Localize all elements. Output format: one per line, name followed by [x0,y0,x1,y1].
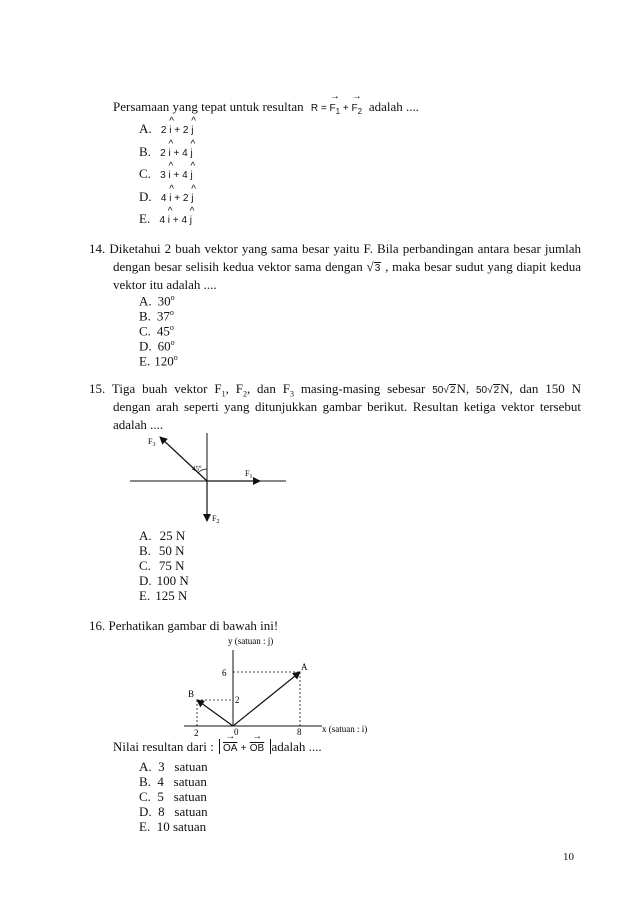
q15-text-b: , F [225,381,243,396]
unit-i: ^ i [169,146,171,161]
q15-option-b[interactable] [139,543,185,558]
x-axis-label: x (satuan : i) [322,724,368,734]
f2-vector [351,101,362,119]
option-text: 75 N [158,558,185,573]
q14-line-3: vektor itu adalah .... [113,277,217,292]
vector-ob [197,700,233,726]
point-a-label: A [301,662,308,672]
i-coefficient: 2 [160,148,166,159]
option-text: 3 satuan [158,759,208,774]
q14-option-e[interactable] [139,350,178,368]
f2-letter: F [212,514,217,523]
tick-origin: 0 [234,727,239,737]
angle-label [192,465,202,473]
q15-option-a[interactable] [139,528,185,543]
f2-letter: F [351,103,358,114]
sqrt-radicand: 3 [374,263,381,274]
option-letter: C. [139,166,151,181]
unit-i: ^ i [169,123,171,138]
option-text: 5 satuan [157,789,207,804]
option-expression [160,148,193,159]
option-text: 100 N [156,573,189,588]
option-value: 30 [157,293,171,309]
tick-x-8: 8 [297,727,302,737]
q15-text-c: , dan F [246,381,290,396]
q13-option-e[interactable] [139,211,192,228]
q15-line-3: adalah .... [113,417,164,432]
vector-oa [233,672,300,726]
q15-text-d: masing-masing sebesar [300,381,426,396]
j-coefficient: 4 [182,148,188,159]
option-value: 45 [156,323,170,339]
unit-j: ^ j [190,213,192,228]
f2-subscript: 2 [357,107,363,116]
q16-stem: 16. Perhatikan gambar di bawah ini! [89,618,279,633]
i-coefficient: 2 [160,125,167,136]
j-coefficient: 2 [182,125,189,136]
coefficient: 50 [475,385,488,396]
q16-option-e[interactable] [139,819,206,834]
f1-label [245,469,252,480]
option-expression [161,125,194,136]
q16-question-end: adalah .... [271,739,322,754]
q13-option-c[interactable] [139,166,193,183]
unit-i: ^ i [169,191,171,206]
option-letter: E. [139,819,151,834]
sqrt-3: √3 [366,259,381,274]
f3-subscript: 3 [152,442,156,448]
option-letter: A. [139,528,152,543]
f1-subscript: 1 [335,107,341,116]
option-letter: B. [139,144,151,159]
option-letter: B. [139,308,151,324]
unit-n: N, [456,381,470,396]
q16-question-text: Nilai resultan dari : [113,739,214,754]
plus-sign: + [173,170,180,181]
plus-sign: + [173,148,180,159]
degree-symbol: o [173,353,178,362]
q16-option-c[interactable] [139,789,207,804]
option-value: 60 [157,338,171,354]
option-letter: D. [139,338,152,354]
magnitude-1: 50√2 [432,385,456,396]
f3-label [148,437,155,448]
q14-line-2-end: , maka besar sudut yang diapit kedua [385,259,582,274]
q13-stem-text: Persamaan yang tepat untuk resultan [113,99,304,114]
plus-sign: + [172,215,179,226]
option-letter: A. [139,293,152,309]
i-coefficient: 4 [159,215,166,226]
q15-text-e: N, dan 150 N [500,381,582,396]
sub-2: 2 [242,389,247,399]
q13-stem-end: adalah .... [368,99,419,114]
q15-vector-figure [120,425,300,535]
option-value: 37 [156,308,170,324]
option-letter: B. [139,543,151,558]
option-letter: A. [139,759,152,774]
f3-arrow [160,437,207,481]
option-text: 4 satuan [157,774,207,789]
q14-line-2-text: dengan besar selisih kedua vektor sama dengan [113,259,363,274]
option-letter: D. [139,189,152,204]
tick-y-6: 6 [222,668,227,678]
f1-vector [330,101,341,119]
vector-ob-label: → $\overline{OB}$ [250,741,264,756]
f2-subscript: 2 [216,519,220,525]
option-letter: C. [139,323,151,339]
option-text: 8 satuan [158,804,208,819]
degree-symbol: o [169,323,174,332]
f2-label [212,514,219,525]
unit-i: ^ i [168,213,170,228]
coefficient: 50 [432,385,444,396]
plus-sign: + [174,125,181,136]
unit-i: ^ i [169,168,171,183]
tick-y-2: 2 [235,695,240,705]
sqrt-radicand: 2 [493,385,500,396]
q16-coordinate-figure [180,634,395,738]
degree-symbol: o [170,338,175,347]
magnitude-expression [219,739,272,754]
degree-symbol: o [170,293,175,302]
option-letter: E. [139,353,151,369]
option-expression [160,170,193,181]
option-letter: B. [139,774,151,789]
q14-line-2 [113,259,581,276]
unit-j: ^ j [191,168,193,183]
q15-line-2: dengan arah seperti yang ditunjukkan gambar berikut. Resultan ketiga vektor tersebut [113,399,581,414]
q13-option-b[interactable] [139,144,193,161]
plus-sign: + [174,193,181,204]
option-letter: D. [139,804,152,819]
f1-subscript: 1 [249,474,253,480]
q16-option-a[interactable] [139,759,208,774]
option-expression [159,215,192,226]
i-coefficient: 4 [160,193,167,204]
option-letter: E. [139,211,151,226]
q14-line-1: 14. Diketahui 2 buah vektor yang sama besar yaitu F. Bila perbandingan antara besar jumlah [89,241,581,256]
i-coefficient: 3 [160,170,166,181]
plus-sign: + [240,743,247,754]
unit-j: ^ j [191,146,193,161]
f1-letter: F [245,469,250,478]
option-letter: A. [139,121,152,136]
resultant-symbol: R [310,103,319,114]
q16-option-d[interactable] [139,804,208,819]
point-b-label: B [188,689,195,699]
degree-symbol: o [169,308,174,317]
q15-option-d[interactable] [139,573,189,588]
angle-value: 45 [192,465,199,473]
option-text: 10 satuan [156,819,207,834]
option-letter: E. [139,588,151,603]
degree-symbol: o [199,465,202,470]
magnitude-2: 50√2 [475,385,500,396]
option-letter: C. [139,558,151,573]
q16-question [113,739,322,756]
tick-x-2: 2 [194,728,199,738]
j-coefficient: 2 [182,193,189,204]
q13-option-d[interactable] [139,189,193,206]
sub-1: 1 [221,389,226,399]
q13-stem [113,99,419,119]
f1-letter: F [329,103,336,114]
j-coefficient: 4 [182,170,188,181]
q15-option-e[interactable] [139,588,187,603]
q13-option-a[interactable] [139,121,193,138]
option-letter: C. [139,789,151,804]
option-expression [161,193,194,204]
q16-option-b[interactable] [139,774,207,789]
f3-letter: F [148,437,153,446]
q15-option-c[interactable] [139,558,185,573]
option-text: 25 N [159,528,186,543]
plus-sign: + [342,103,349,114]
option-text: 50 N [158,543,185,558]
q13-equation [311,103,365,114]
equals-sign: = [320,103,327,114]
option-letter: D. [139,573,152,588]
sub-3: 3 [289,389,294,399]
option-text: 125 N [155,588,188,603]
vector-oa-label: → $\overline{OA}$ [223,741,237,756]
option-value: 120 [154,353,174,369]
q15-text-a: 15. Tiga buah vektor F [89,381,222,396]
page-number: 10 [563,851,574,863]
j-coefficient: 4 [181,215,187,226]
unit-j: ^ j [191,191,193,206]
y-axis-label: y (satuan : j) [228,636,274,646]
sqrt-radicand: 2 [449,385,456,396]
unit-j: ^ j [191,123,193,138]
